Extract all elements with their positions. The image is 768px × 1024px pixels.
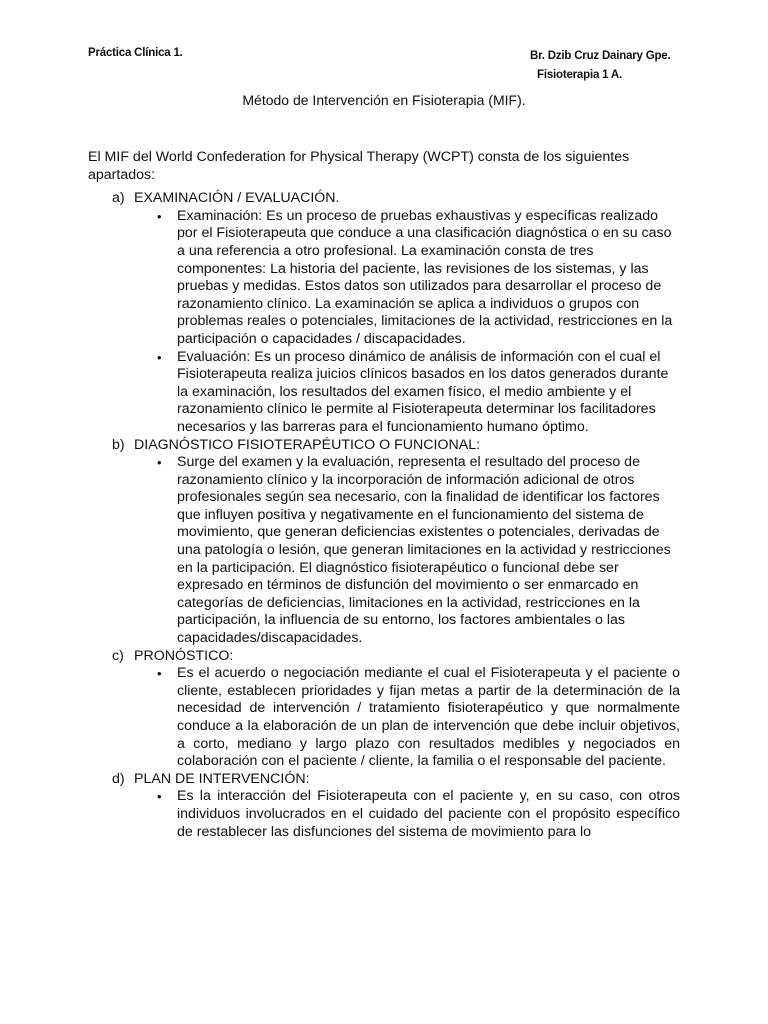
section-title: PLAN DE INTERVENCIÓN: xyxy=(134,770,310,787)
list-item xyxy=(88,208,680,349)
list-item-text: Surge del examen y la evaluación, representa el resultado del proceso de razonamiento clínico y la incorporación de información adicional de otros profesionales según sea necesario, con la finalidad de identificar los factores que influyen positiva y negativamente en el funcionamiento del sistema de movimiento, que generan deficiencias existentes o potenciales, derivadas de una patología o lesión, que generan limitaciones en la actividad y restricciones en la participación. El diagnóstico fisioterapéutico o funcional debe ser expresado en términos de disfunción del movimiento o ser enmarcado en categorías de deficiencias, limitaciones en la actividad, restricciones en la participación, la influencia de su entorno, los factores ambientales o las capacidades/discapacidades. xyxy=(177,454,671,647)
list-item-text: Es la interacción del Fisioterapeuta con el paciente y, en su caso, con otros individuos involucrados en el cuidado del paciente con el propósito específico de restablecer las disfunciones del sistema de movimiento para lo xyxy=(177,788,680,840)
document-body xyxy=(88,149,680,841)
section-title: PRONÓSTICO: xyxy=(134,647,234,664)
header-group: Fisioterapia 1 A. xyxy=(537,69,623,81)
section-heading xyxy=(88,190,680,208)
list-item xyxy=(88,788,680,841)
section-title: DIAGNÓSTICO FISIOTERAPÉUTICO O FUNCIONAL: xyxy=(134,436,481,453)
bullet-list xyxy=(88,665,680,771)
list-item xyxy=(88,454,680,648)
header-author-block xyxy=(530,47,671,85)
bullet-icon: • xyxy=(157,666,162,682)
bullet-list xyxy=(88,788,680,841)
list-item-text: Examinación: Es un proceso de pruebas exhaustivas y específicas realizado por el Fisioterapeuta que conduce a una clasificación diagnóstica o en su caso a una referencia a otro profesional. La examinación consta de tres componentes: La historia del paciente, las revisiones de los sistemas, y las pruebas y medidas. Estos datos son utilizados para desarrollar el proceso de razonamiento clínico. La examinación se aplica a individuos o grupos con problemas reales o potenciales, limitaciones de la actividad, restricciones en la participación o capacidades / discapacidades. xyxy=(177,207,673,347)
section-pronostico xyxy=(88,648,680,771)
section-title: EXAMINACIÓN / EVALUACIÓN. xyxy=(134,190,340,207)
intro-paragraph: El MIF del World Confederation for Physical Therapy (WCPT) consta de los siguientes apartados: xyxy=(88,149,630,183)
list-item xyxy=(88,665,680,771)
section-plan-intervencion xyxy=(88,771,680,841)
section-letter: b) xyxy=(112,436,125,453)
section-heading xyxy=(88,771,680,789)
bullet-icon: • xyxy=(157,349,162,365)
section-examinacion xyxy=(88,190,680,436)
header-author: Br. Dzib Cruz Dainary Gpe. xyxy=(530,50,671,62)
bullet-icon: • xyxy=(157,789,162,805)
document-title: Método de Intervención en Fisioterapia (MIF). xyxy=(242,92,526,108)
section-letter: c) xyxy=(112,647,124,664)
section-heading xyxy=(88,437,680,455)
bullet-list xyxy=(88,208,680,437)
bullet-icon: • xyxy=(157,208,162,224)
list-item xyxy=(88,349,680,437)
bullet-icon: • xyxy=(157,455,162,471)
section-diagnostico xyxy=(88,437,680,648)
bullet-list xyxy=(88,454,680,648)
list-item-text: Evaluación: Es un proceso dinámico de análisis de información con el cual el Fisioterapeuta realiza juicios clínicos basados en los datos generados durante la examinación, los resultados del examen físico, el medio ambiente y el razonamiento clínico le permite al Fisioterapeuta determinar los facilitadores necesarios y las barreras para el funcionamiento humano óptimo. xyxy=(177,348,669,435)
header-course: Práctica Clínica 1. xyxy=(88,47,183,59)
list-item-text: Es el acuerdo o negociación mediante el cual el Fisioterapeuta y el paciente o cliente, establecen prioridades y fijan metas a partir de la determinación de la necesidad de intervención / tratamiento fisioterapéutico y que normalmente conduce a la elaboración de un plan de intervención que debe incluir objetivos, a corto, mediano y largo plazo con resultados medibles y negociados en colaboración con el paciente / cliente, la familia o el responsable del paciente. xyxy=(177,665,680,770)
section-letter: a) xyxy=(112,190,125,207)
section-letter: d) xyxy=(112,770,125,787)
section-heading xyxy=(88,648,680,666)
